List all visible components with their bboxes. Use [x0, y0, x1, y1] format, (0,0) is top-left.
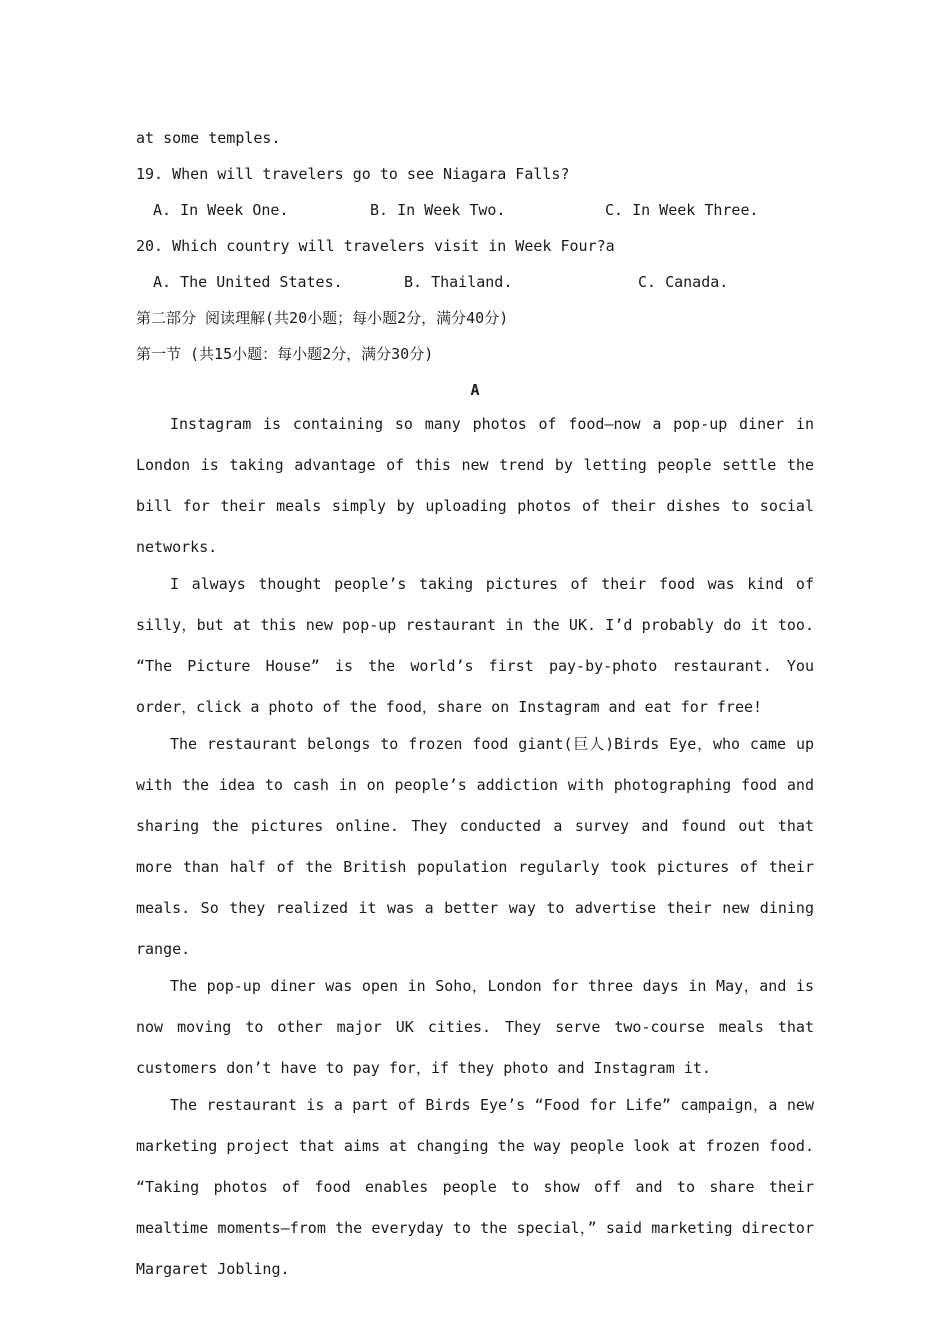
question-19-stem: 19. When will travelers go to see Niagara Falls?: [136, 165, 570, 183]
question-19-option-c: C. In Week Three.: [605, 201, 759, 219]
section-one-heading: 第一节 (共15小题：每小题2分，满分30分): [136, 345, 434, 363]
passage-paragraph: The restaurant is a part of Birds Eye’s “Food for Life” campaign，a new marketing project that aims at changing the way people look at frozen food. “Taking photos of food enables people to show off and to share their mealtime moments—from the everyday to the special，” said marketing director Margaret Jobling.: [136, 1096, 814, 1278]
question-20-options: [136, 270, 814, 306]
document-page: [136, 126, 814, 1295]
question-20-option-c: C. Canada.: [638, 273, 729, 291]
question-19-options: [136, 198, 814, 234]
question-20-stem: 20. Which country will travelers visit in Week Four?a: [136, 237, 615, 255]
continuation-text: at some temples.: [136, 129, 281, 147]
question-19-option-a: A. In Week One.: [153, 201, 289, 219]
passage-paragraph: I always thought people’s taking pictures of their food was kind of silly，but at this new pop-up restaurant in the UK. I’d probably do it too. “The Picture House” is the world’s first pay-by-photo restaurant. You order，click a photo of the food，share on Instagram and eat for free!: [136, 575, 814, 716]
question-19-option-b: B. In Week Two.: [370, 201, 506, 219]
question-20-option-b: B. Thailand.: [404, 273, 513, 291]
passage-label: A: [470, 381, 480, 399]
part-two-heading: 第二部分 阅读理解(共20小题；每小题2分，满分40分): [136, 309, 509, 327]
passage-paragraph: The pop-up diner was open in Soho，London for three days in May，and is now moving to other major UK cities. They serve two-course meals that customers don’t have to pay for，if they photo and Instagram it.: [136, 977, 814, 1077]
question-20-option-a: A. The United States.: [153, 273, 343, 291]
passage-paragraph: Instagram is containing so many photos of food—now a pop-up diner in London is taking advantage of this new trend by letting people settle the bill for their meals simply by uploading photos of their dishes to social networks.: [136, 415, 814, 556]
passage-paragraph: The restaurant belongs to frozen food giant(巨人)Birds Eye，who came up with the idea to cash in on people’s addiction with photographing food and sharing the pictures online. They conducted a survey and found out that more than half of the British population regularly took pictures of their meals. So they realized it was a better way to advertise their new dining range.: [136, 735, 814, 958]
